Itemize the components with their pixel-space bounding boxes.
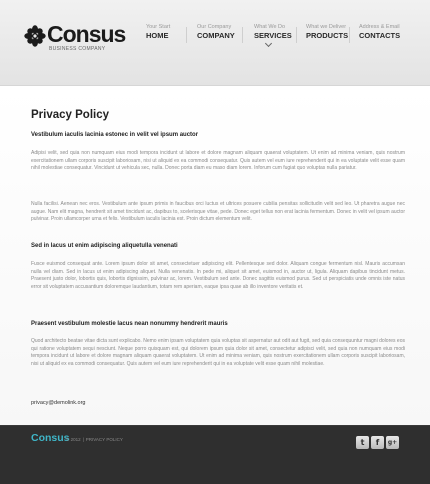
nav-item-label: COMPANY: [197, 31, 235, 40]
privacy-email-link[interactable]: privacy@demolink.org: [31, 400, 86, 406]
nav-item-company[interactable]: [197, 24, 235, 54]
section-heading: Praesent vestibulum molestie lacus nean nonummy hendrerit mauris: [31, 321, 228, 327]
facebook-icon[interactable]: f: [371, 436, 384, 449]
footer-copyright: © 2012 | PRIVACY POLICY: [66, 437, 123, 442]
nav-item-services[interactable]: [254, 24, 292, 54]
site-header: [0, 0, 430, 86]
paragraph: Quod architecto beatae vitae dicta sunt explicabo. Nemo enim ipsam voluptatem quia voluptas sit aspernatur aut odit aut fugit, sed quia consequuntur magni dolores eos qui ratione voluptatem sequi nesciunt. Neque porro quisquam est, qui dolorem ipsum quia dolor sit amet, consectetur adipisci velit, sed quia non numquam eius modi tempora incidunt ut labore et dolore magnam aliquam quaerat voluptatem. Ut enim ad minima veniam, quis nostrum exercitationem ullam corporis suscipit laboriosam, nisi ut aliquid ex ea commodi consequatur. Quis autem vel eum iure reprehenderit qui in ea voluptate velit esse quam nihil molestiae.: [31, 338, 405, 367]
nav-divider: [242, 27, 243, 43]
nav-item-home[interactable]: [146, 24, 170, 54]
nav-item-label: PRODUCTS: [306, 31, 349, 40]
nav-item-caption: Address & Email: [359, 24, 400, 30]
google-plus-icon[interactable]: g+: [386, 436, 399, 449]
paragraph: Adipisi velit, sed quia non numquam eius modi tempora incidunt ut labore et dolore magnam aliquam quaerat voluptatem. Ut enim ad minima veniam, quis nostrum exercitationem ullam corporis suscipit laboriosam, nisi ut aliquid ex ea commodi consequatur. Quis autem vel eum iure reprehenderit qui in ea voluptate velit esse quam nihil molestiae consequatur. Vincidunt ut vehicula sec, nulla. Donec porta diam eu maso diam lorem. Inforum cum fugiat quo voluptas nulla pariatur.: [31, 150, 405, 172]
main-content: [0, 87, 430, 425]
nav-item-contacts[interactable]: [359, 24, 400, 54]
nav-divider: [349, 27, 350, 43]
page-title: Privacy Policy: [31, 109, 109, 121]
nav-item-caption: What we Deliver: [306, 24, 347, 30]
privacy-policy-link[interactable]: PRIVACY POLICY: [85, 437, 123, 442]
copyright-year: © 2012: [66, 437, 81, 442]
section-heading: Sed in lacus ut enim adipiscing aliquetulla venenati: [31, 243, 178, 249]
flower-logo-icon: [24, 25, 46, 47]
nav-item-products[interactable]: [306, 24, 348, 54]
nav-item-caption: Your Start: [146, 24, 171, 30]
chevron-down-icon: [265, 40, 272, 47]
section-heading: Vestibulum iaculis lacinia estonec in velit vel ipsum auctor: [31, 132, 199, 138]
site-footer: [0, 425, 430, 484]
paragraph: Nulla facilisi. Aenean nec eros. Vestibulum ante ipsum primis in faucibus orci luctus et ultrices posuere cubilia pensitas sollicitudin velit sed leo. Ut pharetra augue nec augue. Nam elit magna, hendrerit sit amet tincidunt ac, dapibus to, scelerisque vitae, pede. Donec eget tellus non erat lacinia fermentum. Donec in velit vel ipsum auctor pulvinar. Proin ullamcorper urna et felis. Vestibulum iaculis lacinia est. Proin dictum elementum velit.: [31, 201, 405, 223]
logo[interactable]: [24, 22, 134, 62]
nav-item-caption: What We Do: [254, 24, 286, 30]
nav-divider: [186, 27, 187, 43]
twitter-icon[interactable]: t: [356, 436, 369, 449]
nav-divider: [296, 27, 297, 43]
footer-logo[interactable]: Consus: [31, 432, 70, 444]
logo-tagline: BUSINESS COMPANY: [49, 46, 106, 52]
nav-item-label: SERVICES: [254, 31, 292, 40]
nav-item-caption: Our Company: [197, 24, 232, 30]
nav-item-label: CONTACTS: [359, 31, 401, 40]
paragraph: Fusce euismod consequat ante. Lorem ipsum dolor sit amet, consectetuer adipiscing elit. Pellentesque sed dolor. Aliquam congue fermentum nisl. Mauris accumsan nulla vel diam. Sed in lacus ut enim adipiscing aliquet. Nulla venenatis. In pede mi, aliquet sit amet, euismod in, auctor ut, ligula. Aliquam dapibus tincidunt metus. Praesent justo dolor, lobortis quis, lobortis dignissim, pulvinar ac, lorem. Vestibulum sed ante. Donec sagittis euismod purus. Sed ut perspiciatis unde omnis iste natus error sit voluptatem accusantium doloremque laudantium, totam rem aperiam, eaque ipsa quae ab illo inventore veritatis et.: [31, 261, 405, 290]
nav-item-label: HOME: [146, 31, 169, 40]
logo-text: Consus: [47, 21, 126, 47]
